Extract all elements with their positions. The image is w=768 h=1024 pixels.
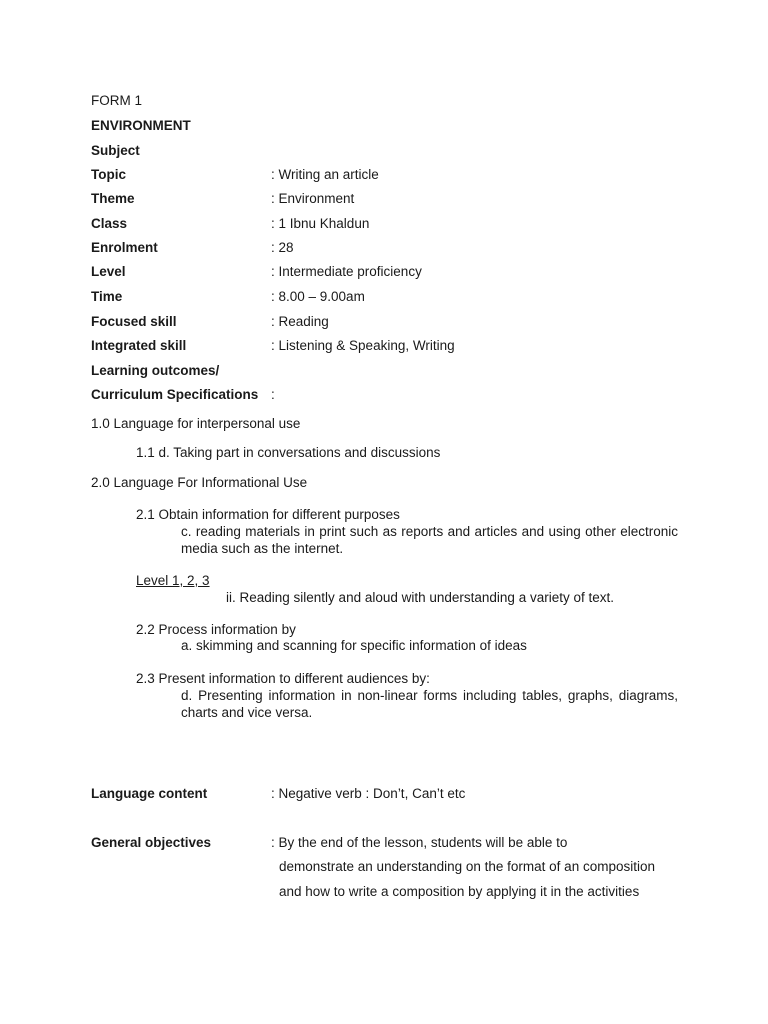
- outcome-1-1: 1.1 d. Taking part in conversations and discussions: [136, 445, 441, 460]
- integrated-skill-value: : Listening & Speaking, Writing: [271, 338, 455, 353]
- curriculum-colon: :: [271, 387, 275, 402]
- language-content-label: Language content: [91, 786, 208, 801]
- theme-value: : Environment: [271, 191, 355, 206]
- form-label: FORM 1: [91, 93, 143, 108]
- level-label: Level: [91, 264, 126, 279]
- outcome-2-1: 2.1 Obtain information for different purposes: [136, 507, 400, 522]
- learning-outcomes-label: Learning outcomes/: [91, 363, 220, 378]
- outcome-2-2: 2.2 Process information by: [136, 622, 296, 637]
- level-heading: Level 1, 2, 3: [136, 573, 210, 588]
- class-label: Class: [91, 216, 128, 231]
- outcome-2-0: 2.0 Language For Informational Use: [91, 475, 308, 490]
- integrated-skill-label: Integrated skill: [91, 338, 187, 353]
- time-label: Time: [91, 289, 123, 304]
- topic-value: : Writing an article: [271, 167, 379, 182]
- outcome-2-1-c: c. reading materials in print such as reports and articles and using other electronic media such as the internet.: [181, 524, 678, 556]
- general-objectives-line-2: demonstrate an understanding on the format of an composition: [279, 859, 655, 874]
- enrolment-label: Enrolment: [91, 240, 158, 255]
- time-value: : 8.00 – 9.00am: [271, 289, 365, 304]
- curriculum-specifications-label: Curriculum Specifications: [91, 387, 259, 402]
- topic-label: Topic: [91, 167, 126, 182]
- outcome-1-0: 1.0 Language for interpersonal use: [91, 416, 301, 431]
- outcome-2-2-a: a. skimming and scanning for specific information of ideas: [181, 638, 527, 653]
- focused-skill-label: Focused skill: [91, 314, 177, 329]
- general-objectives-label: General objectives: [91, 835, 212, 850]
- level-value: : Intermediate proficiency: [271, 264, 422, 279]
- focused-skill-value: : Reading: [271, 314, 329, 329]
- unit-title: ENVIRONMENT: [91, 118, 191, 133]
- outcome-2-3: 2.3 Present information to different audiences by:: [136, 671, 430, 686]
- class-value: : 1 Ibnu Khaldun: [271, 216, 370, 231]
- language-content-value: : Negative verb : Don’t, Can’t etc: [271, 786, 466, 801]
- theme-label: Theme: [91, 191, 135, 206]
- level-item: ii. Reading silently and aloud with understanding a variety of text.: [226, 590, 614, 605]
- general-objectives-line-1: : By the end of the lesson, students will be able to: [271, 835, 568, 850]
- subject-label: Subject: [91, 143, 140, 158]
- enrolment-value: : 28: [271, 240, 294, 255]
- outcome-2-3-d: d. Presenting information in non-linear forms including tables, graphs, diagrams, charts and vice versa.: [181, 688, 678, 720]
- general-objectives-line-3: and how to write a composition by applying it in the activities: [279, 884, 640, 899]
